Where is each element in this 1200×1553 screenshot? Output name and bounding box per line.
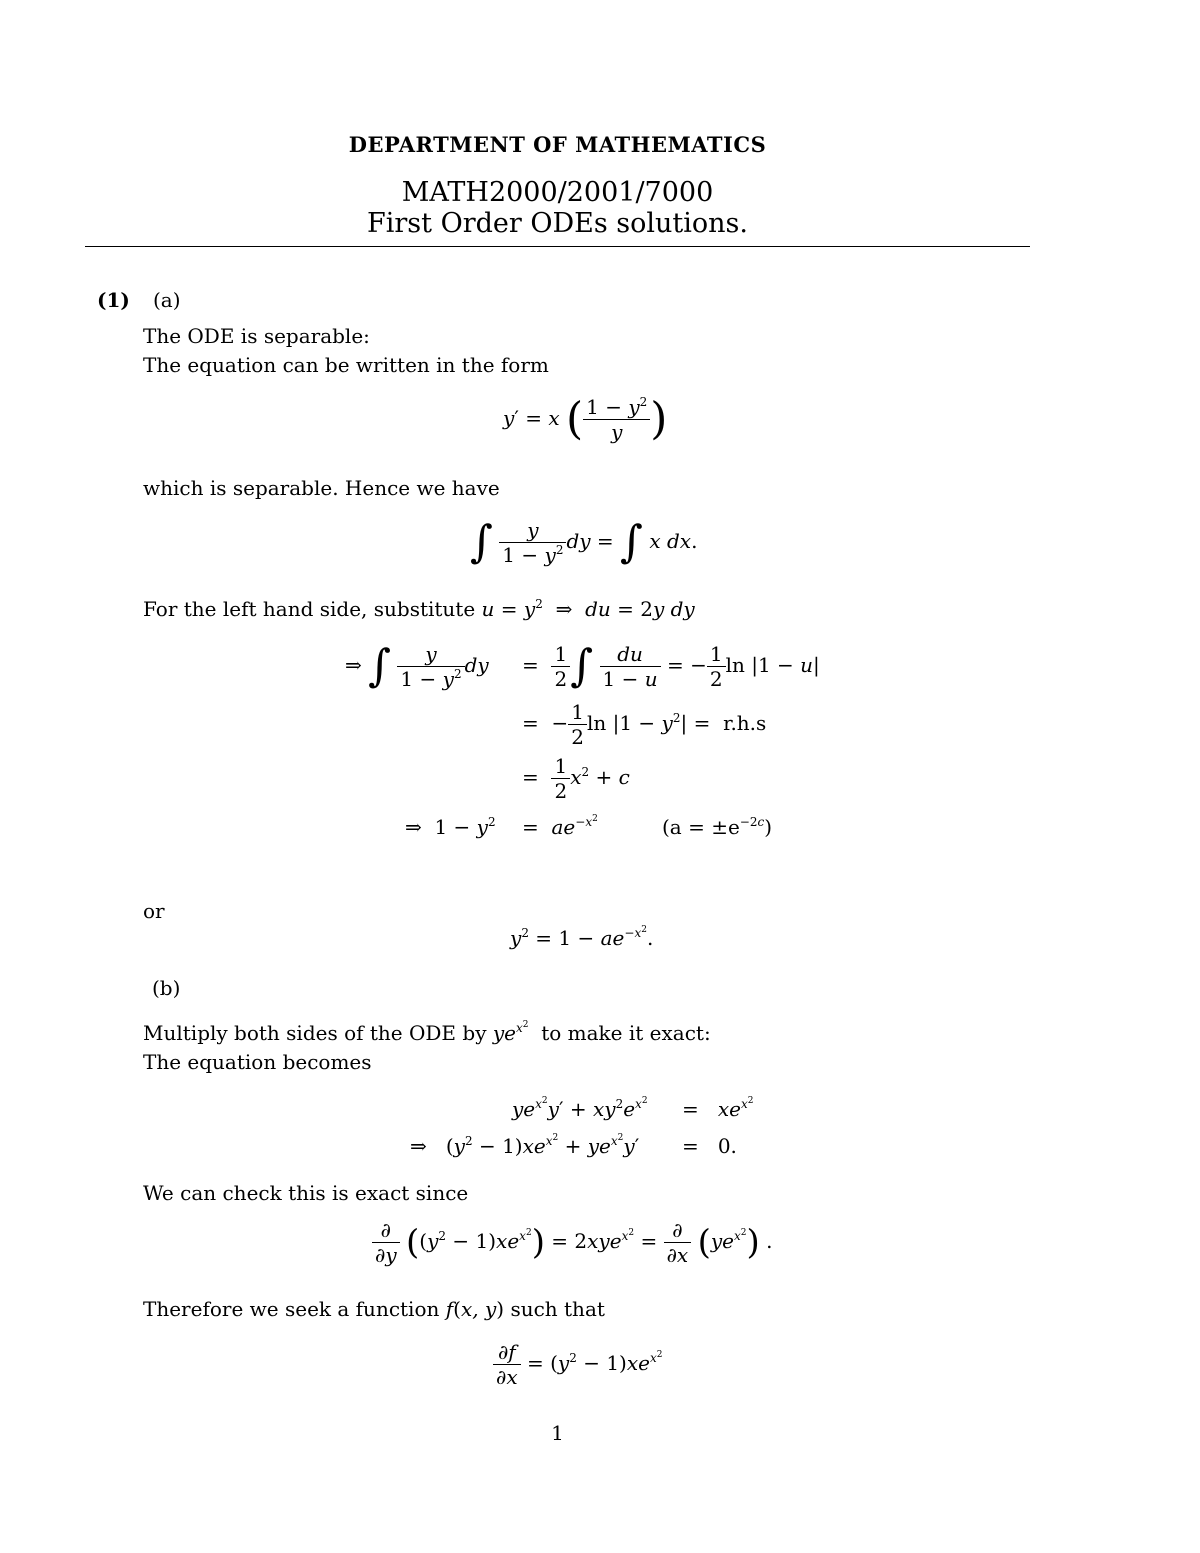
page-number: 1 [551, 1421, 564, 1445]
a-line-1: The ODE is separable: [143, 324, 370, 348]
equation-separable-form: y′ = x ( $\frac{1 - y^2}{y}$ ) [503, 393, 668, 445]
derivation-rhs-1: = $\frac{1}{2}$ ∫ $\frac{du}{1 - u}$ = − $\frac{1}{2}$ ln |1 − u| [522, 640, 820, 692]
b-line-4: Therefore we seek a function f(x, y) such that [143, 1297, 605, 1321]
question-number: (1) [97, 288, 130, 312]
exactness-check: $\frac{\partial}{\partial y}$ $((y^2 - 1)xe^{x^2}) = 2xye^{x^2}$ = $\frac{\partial}{\partial x}$ $(ye^{x^2})$ . [372, 1218, 772, 1267]
header-rule [85, 246, 1030, 247]
a-line-4: For the left hand side, substitute $u = y^2$ ⇒ du = 2y dy [143, 597, 695, 621]
equation-solution-a: $y^2 = 1 - ae^{-x^2}$. [510, 925, 654, 950]
equation-partial-f: $\frac{\partial f}{\partial x}$ = $(y^2 - 1)xe^{x^2}$ [493, 1340, 663, 1389]
derivation-rhs-2: = − $\frac{1}{2}$ $\ln |1 - y^2| = r.h.s$ [522, 700, 767, 749]
part-a-label: (a) [153, 288, 181, 312]
derivation-rhs-4: = $ae^{-x^2}$ [522, 814, 598, 839]
department-heading: DEPARTMENT OF MATHEMATICS [348, 132, 767, 157]
exact-line-2: ⇒ $(y^2 - 1)xe^{x^2} + ye^{x^2}y'$ [410, 1133, 640, 1158]
a-line-2: The equation can be written in the form [143, 353, 549, 377]
equation-integral: ∫ $\frac{y}{1 - y^2}$ dy = ∫ x dx. [470, 516, 698, 568]
course-code: MATH2000/2001/7000 [401, 177, 714, 208]
exact-line-1: $ye^{x^2}y' + xy^2e^{x^2}$ [512, 1096, 648, 1121]
b-line-3: We can check this is exact since [143, 1181, 469, 1205]
derivation-line-1: ⇒ ∫ $\frac{y}{1 - y^2}$ dy [345, 640, 489, 692]
b-line-1: Multiply both sides of the ODE by $ye^{x^2}$ to make it exact: [143, 1020, 711, 1045]
document-title: First Order ODEs solutions. [367, 208, 748, 239]
part-b-label: (b) [152, 976, 181, 1000]
or-text: or [143, 899, 165, 923]
exact-rhs-1: = $xe^{x^2}$ [682, 1096, 754, 1121]
derivation-line-4: ⇒ $1 - y^2$ [405, 815, 496, 839]
constant-definition: $(a = \pm e^{-2c})$ [662, 815, 773, 839]
b-line-2: The equation becomes [143, 1050, 372, 1074]
a-line-3: which is separable. Hence we have [143, 476, 500, 500]
derivation-rhs-3: = $\frac{1}{2}$ $x^2 + c$ [522, 754, 630, 803]
exact-rhs-2: = 0. [682, 1134, 737, 1158]
